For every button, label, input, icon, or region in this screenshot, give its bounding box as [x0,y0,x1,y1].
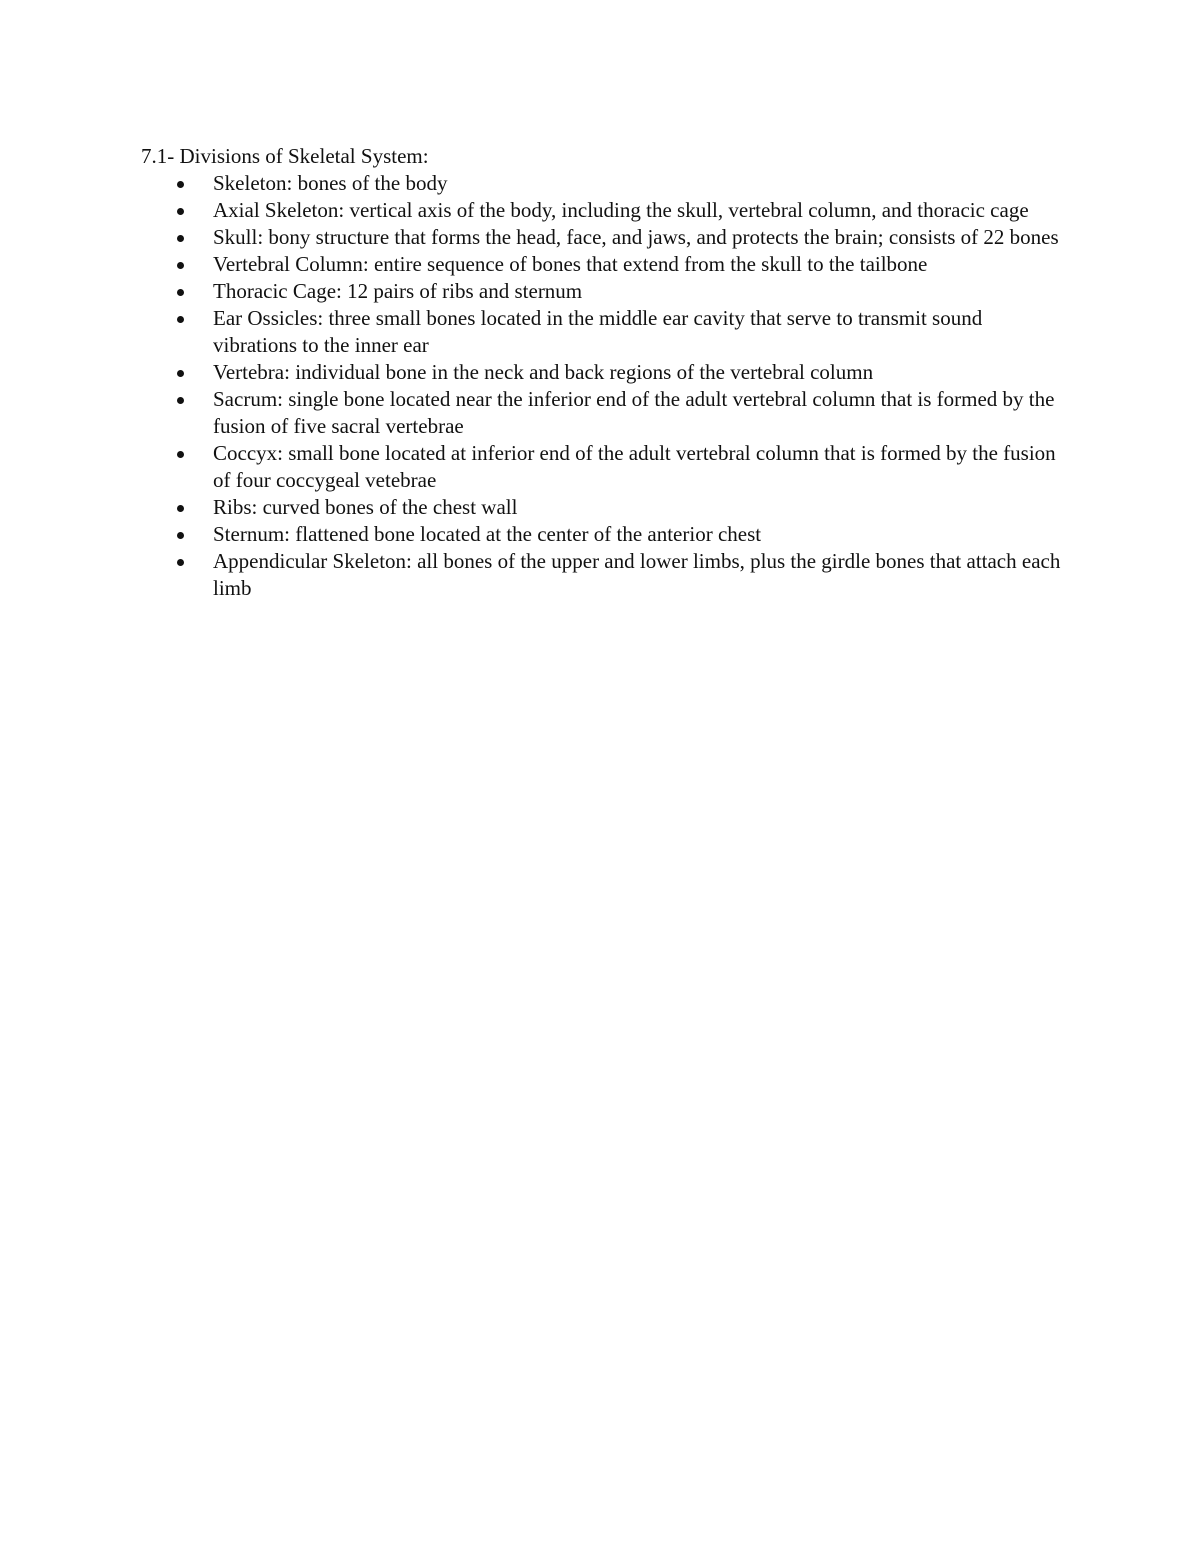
bullet-icon [177,262,184,269]
list-item-text: Skull: bony structure that forms the head, face, and jaws, and protects the brain; consists of 22 bones [213,225,1059,249]
bullet-icon [177,532,184,539]
bullet-icon [177,370,184,377]
bullet-icon [177,559,184,566]
list-item-text: Thoracic Cage: 12 pairs of ribs and sternum [213,279,583,303]
document-content [141,143,1071,602]
bullet-icon [177,208,184,215]
list-item-text: Skeleton: bones of the body [213,171,448,195]
list-item-text: Sternum: flattened bone located at the center of the anterior chest [213,522,762,546]
bullet-icon [177,451,184,458]
list-item [141,251,1071,278]
bullet-icon [177,505,184,512]
list-item-text: Vertebra: individual bone in the neck and back regions of the vertebral column [213,360,874,384]
bullet-icon [177,289,184,296]
bullet-list [141,170,1071,602]
list-item [141,521,1071,548]
list-item [141,386,1071,440]
list-item-text: Axial Skeleton: vertical axis of the body, including the skull, vertebral column, and thoracic cage [213,198,1029,222]
list-item [141,359,1071,386]
bullet-icon [177,235,184,242]
bullet-icon [177,181,184,188]
list-item [141,440,1071,494]
list-item [141,278,1071,305]
list-item-text: Sacrum: single bone located near the inferior end of the adult vertebral column that is formed by the fusion of five sacral vertebrae [213,387,1055,438]
section-heading: 7.1- Divisions of Skeletal System: [141,144,429,168]
list-item-text: Ribs: curved bones of the chest wall [213,495,518,519]
list-item [141,548,1071,602]
list-item [141,197,1071,224]
list-item-text: Vertebral Column: entire sequence of bones that extend from the skull to the tailbone [213,252,928,276]
list-item [141,224,1071,251]
list-item-text: Coccyx: small bone located at inferior end of the adult vertebral column that is formed by the fusion of four coccygeal vetebrae [213,441,1056,492]
list-item-text: Ear Ossicles: three small bones located in the middle ear cavity that serve to transmit sound vibrations to the inner ear [213,306,983,357]
bullet-icon [177,316,184,323]
list-item-text: Appendicular Skeleton: all bones of the upper and lower limbs, plus the girdle bones that attach each limb [213,549,1061,600]
list-item [141,494,1071,521]
list-item [141,170,1071,197]
list-item [141,305,1071,359]
bullet-icon [177,397,184,404]
